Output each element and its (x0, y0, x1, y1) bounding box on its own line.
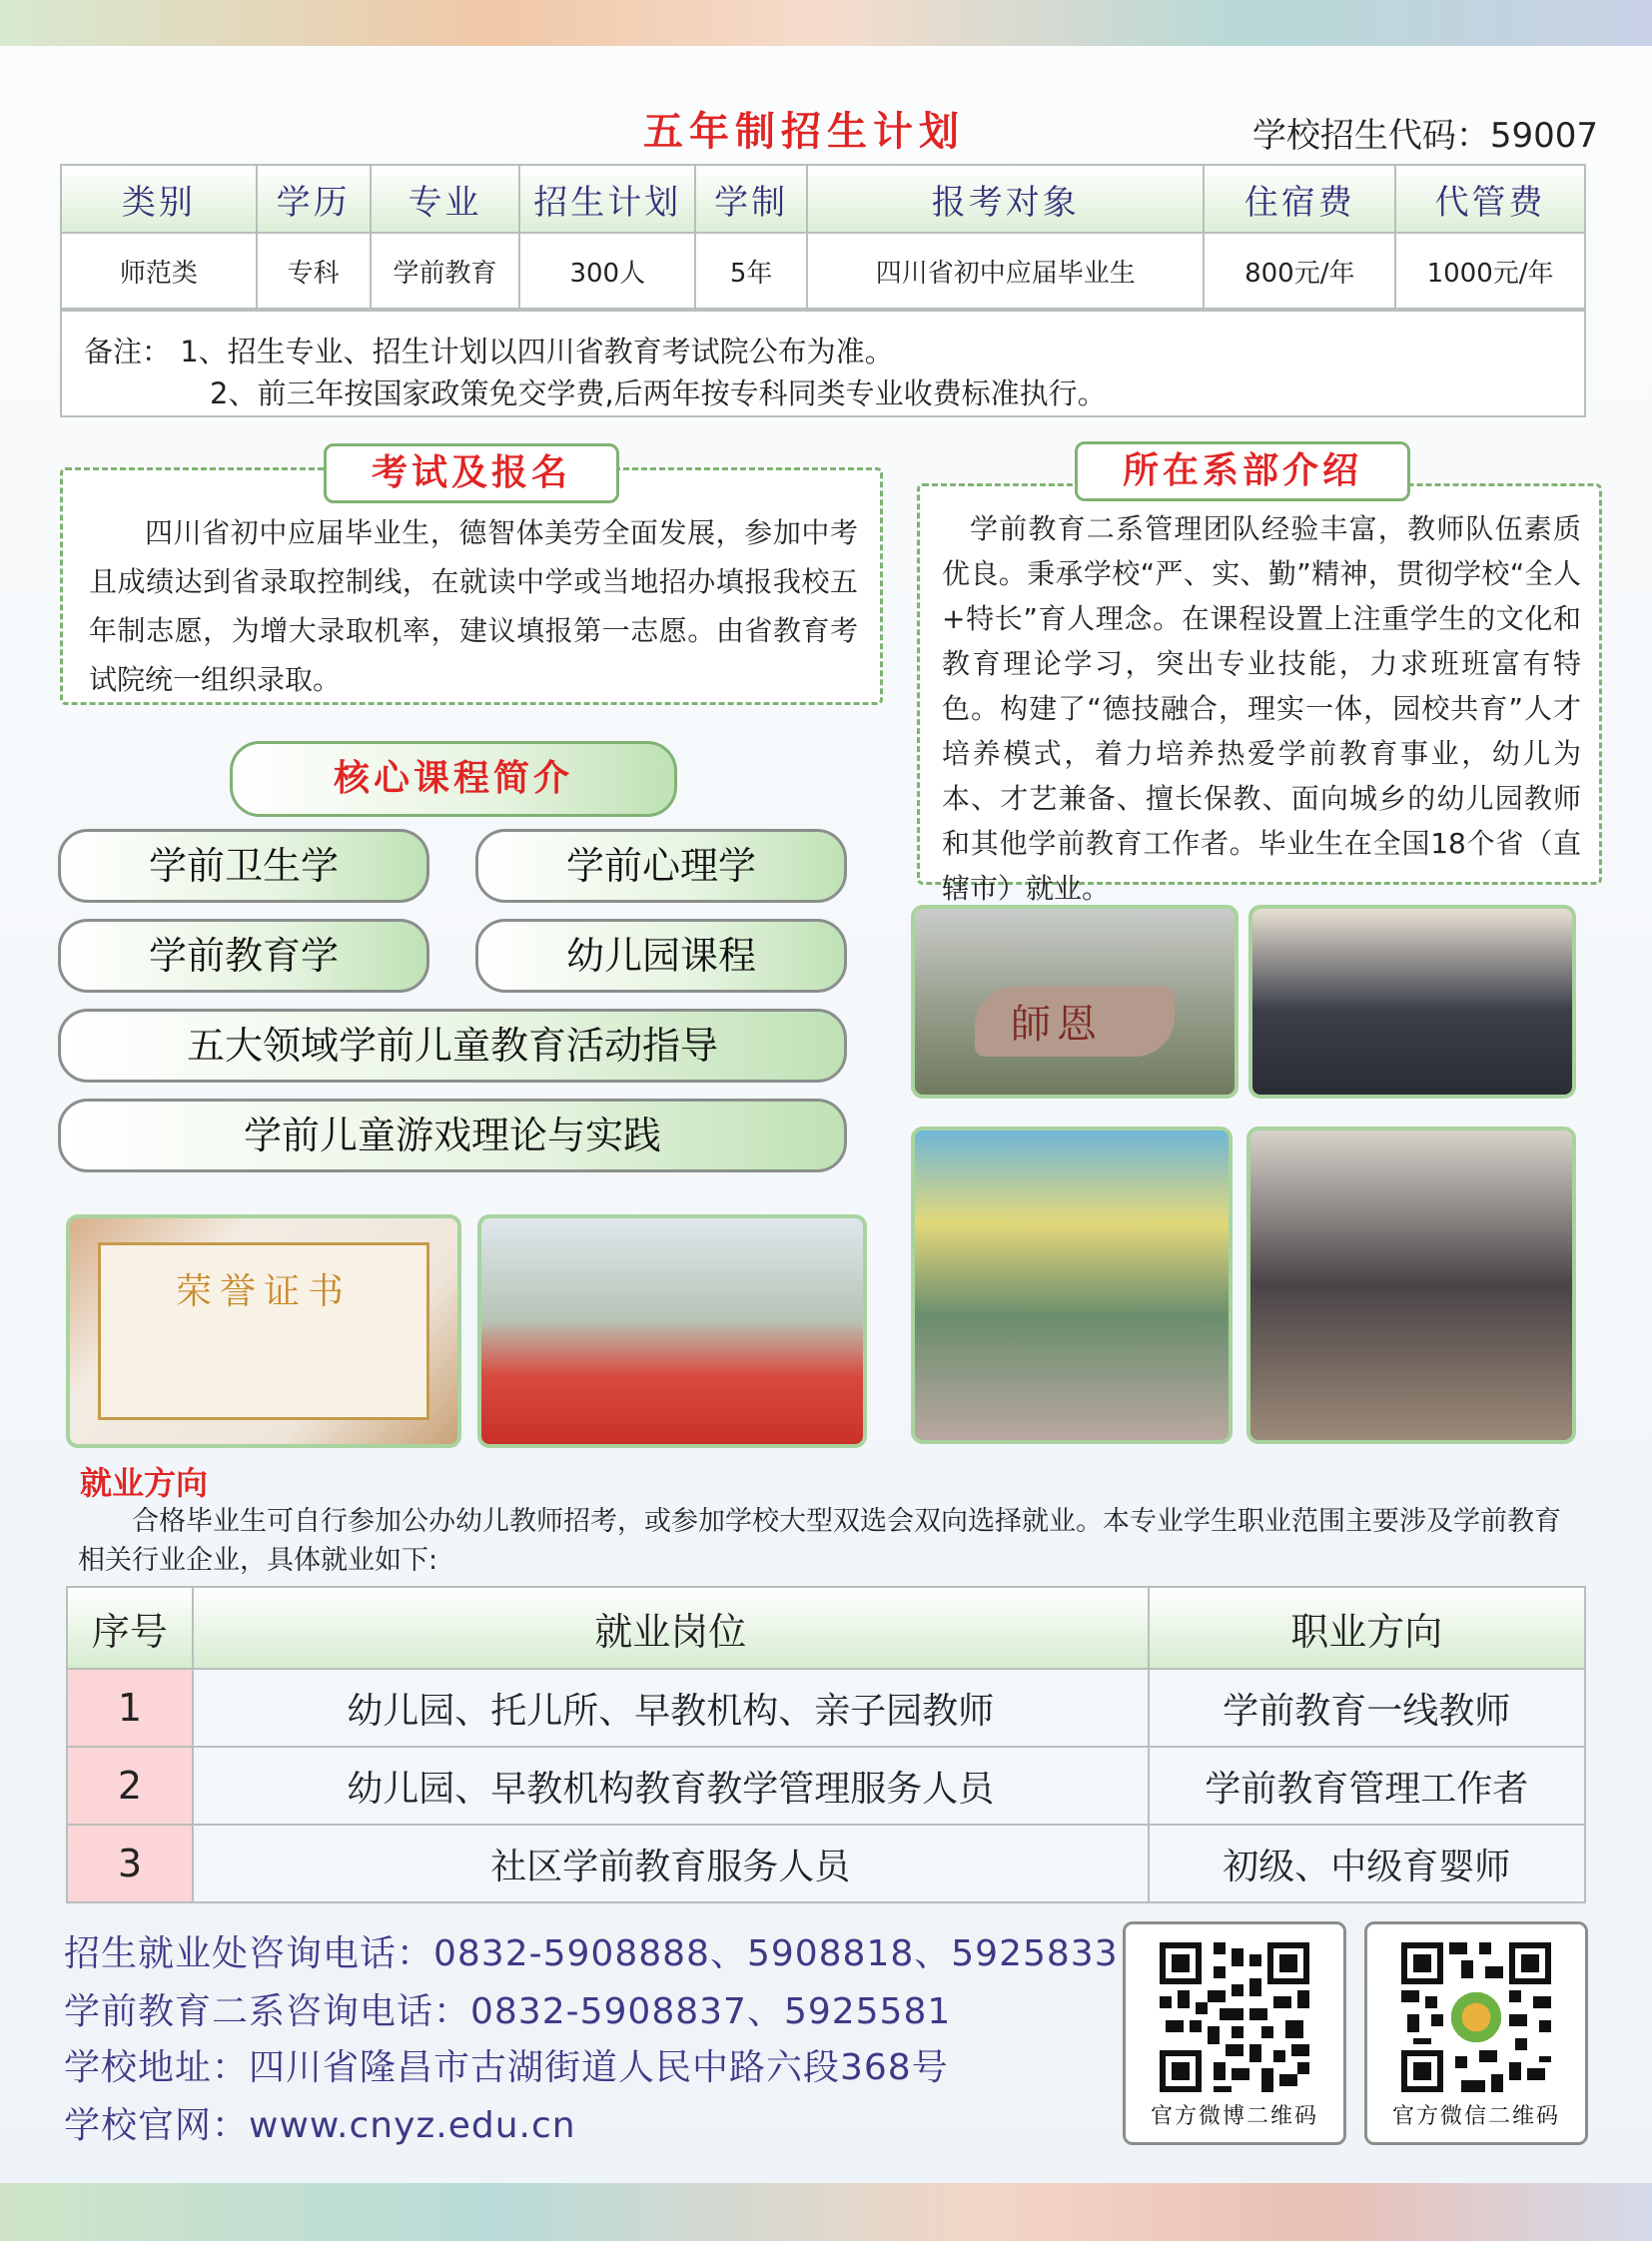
plan-header-target: 报考对象 (807, 165, 1204, 233)
course-pill: 学前教育学 (58, 919, 429, 993)
exam-section-title: 考试及报名 (324, 443, 619, 503)
course-pill: 学前心理学 (475, 829, 847, 903)
plan-header-row (61, 165, 1585, 233)
employment-header-seq: 序号 (67, 1587, 193, 1669)
school-address: 学校地址：四川省隆昌市古湖街道人民中路六段368号 (64, 2047, 949, 2088)
employment-seq: 2 (67, 1747, 193, 1825)
weibo-qr-card (1123, 1921, 1346, 2145)
weibo-qr-caption: 官方微博二维码 (1150, 2104, 1318, 2129)
employment-position: 幼儿园、早教机构教育教学管理服务人员 (193, 1747, 1149, 1825)
plan-cell: 1000元/年 (1395, 233, 1585, 309)
wechat-qr-caption: 官方微信二维码 (1391, 2104, 1560, 2129)
employment-position: 社区学前教育服务人员 (193, 1825, 1149, 1902)
enrollment-phone: 招生就业处咨询电话：0832-5908888、5908818、5925833 (64, 1933, 1119, 1974)
plan-cell: 300人 (519, 233, 695, 309)
weibo-qr-icon (1150, 1942, 1319, 2092)
core-courses-title: 核心课程简介 (230, 741, 677, 817)
stone-inscription: 師恩 (1011, 1002, 1103, 1048)
employment-table (66, 1586, 1586, 1903)
employment-position: 幼儿园、托儿所、早教机构、亲子园教师 (193, 1669, 1149, 1747)
employment-header-direction: 职业方向 (1149, 1587, 1585, 1669)
department-text: 学前教育二系管理团队经验丰富，教师队伍素质优良。秉承学校“严、实、勤”精神，贯彻学校“全人+特长”育人理念。在课程设置上注重学生的文化和教育理论学习，突出专业技能，力求班班富有特色。构建了“德技融合，理实一体，园校共育”人才培养模式，着力培养热爱学前教育事业，幼儿为本、才艺兼备、擅长保教、面向城乡的幼儿园教师和其他学前教育工作者。毕业生在全国18个省（直辖市）就业。 (942, 512, 1581, 905)
plan-header-degree: 学历 (257, 165, 371, 233)
group-photo-teachers (1248, 905, 1576, 1099)
employment-seq: 3 (67, 1825, 193, 1902)
department-section-title: 所在系部介绍 (1075, 441, 1410, 501)
top-decor-band (0, 0, 1652, 46)
plan-header-major: 专业 (371, 165, 520, 233)
certificate (98, 1242, 429, 1420)
wechat-qr-icon (1391, 1942, 1561, 2092)
plan-cell: 5年 (695, 233, 807, 309)
department-phone: 学前教育二系咨询电话：0832-5908837、5925581 (64, 1991, 952, 2032)
employment-title: 就业方向 (80, 1464, 209, 1502)
plan-data-row (61, 233, 1585, 309)
employment-seq: 1 (67, 1669, 193, 1747)
employment-header-position: 就业岗位 (193, 1587, 1149, 1669)
performance-photo (477, 1214, 867, 1448)
plan-header-quota: 招生计划 (519, 165, 695, 233)
wechat-qr-card (1364, 1921, 1588, 2145)
bottom-decor-band (0, 2183, 1652, 2241)
table-row (67, 1669, 1585, 1747)
plan-header-custody-fee: 代管费 (1395, 165, 1585, 233)
course-pill: 学前卫生学 (58, 829, 429, 903)
certificate-title: 荣誉证书 (175, 1271, 352, 1312)
employment-header-row (67, 1587, 1585, 1669)
plan-cell: 四川省初中应届毕业生 (807, 233, 1204, 309)
course-pill: 五大领域学前儿童教育活动指导 (58, 1009, 847, 1083)
table-row (67, 1825, 1585, 1902)
plan-note-2: 2、前三年按国家政策免交学费,后两年按专科同类专业收费标准执行。 (210, 376, 1107, 410)
group-photo-kindergarten (911, 1126, 1233, 1444)
dance-class-photo (1246, 1126, 1576, 1444)
plan-notes (60, 310, 1586, 417)
employment-direction: 学前教育一线教师 (1149, 1669, 1585, 1747)
exam-text: 四川省初中应届毕业生，德智体美劳全面发展，参加中考且成绩达到省录取控制线，在就读中学或当地招办填报我校五年制志愿，为增大录取机率，建议填报第一志愿。由省教育考试院统一组织录取。 (89, 516, 858, 696)
department-section (917, 483, 1602, 905)
plan-cell: 800元/年 (1204, 233, 1395, 309)
campus-stone-photo (911, 905, 1239, 1099)
plan-header-dorm-fee: 住宿费 (1204, 165, 1395, 233)
enrollment-plan-table (60, 164, 1586, 310)
employment-direction: 学前教育管理工作者 (1149, 1747, 1585, 1825)
school-code: 学校招生代码：59007 (1251, 116, 1598, 156)
plan-cell: 专科 (257, 233, 371, 309)
employment-direction: 初级、中级育婴师 (1149, 1825, 1585, 1902)
plan-cell: 学前教育 (371, 233, 520, 309)
plan-note-1: 备注： 1、招生专业、招生计划以四川省教育考试院公布为准。 (84, 335, 894, 369)
employment-text: 合格毕业生可自行参加公办幼儿教师招考，或参加学校大型双选会双向选择就业。本专业学生职业范围主要涉及学前教育相关行业企业，具体就业如下: (78, 1506, 1561, 1576)
plan-header-category: 类别 (61, 165, 257, 233)
course-pill: 幼儿园课程 (475, 919, 847, 993)
plan-header-duration: 学制 (695, 165, 807, 233)
school-website[interactable]: 学校官网：www.cnyz.edu.cn (64, 2105, 576, 2146)
course-pill: 学前儿童游戏理论与实践 (58, 1099, 847, 1172)
enrollment-plan-title: 五年制招生计划 (643, 109, 965, 155)
honor-certificate-photo (66, 1214, 461, 1448)
table-row (67, 1747, 1585, 1825)
plan-cell: 师范类 (61, 233, 257, 309)
